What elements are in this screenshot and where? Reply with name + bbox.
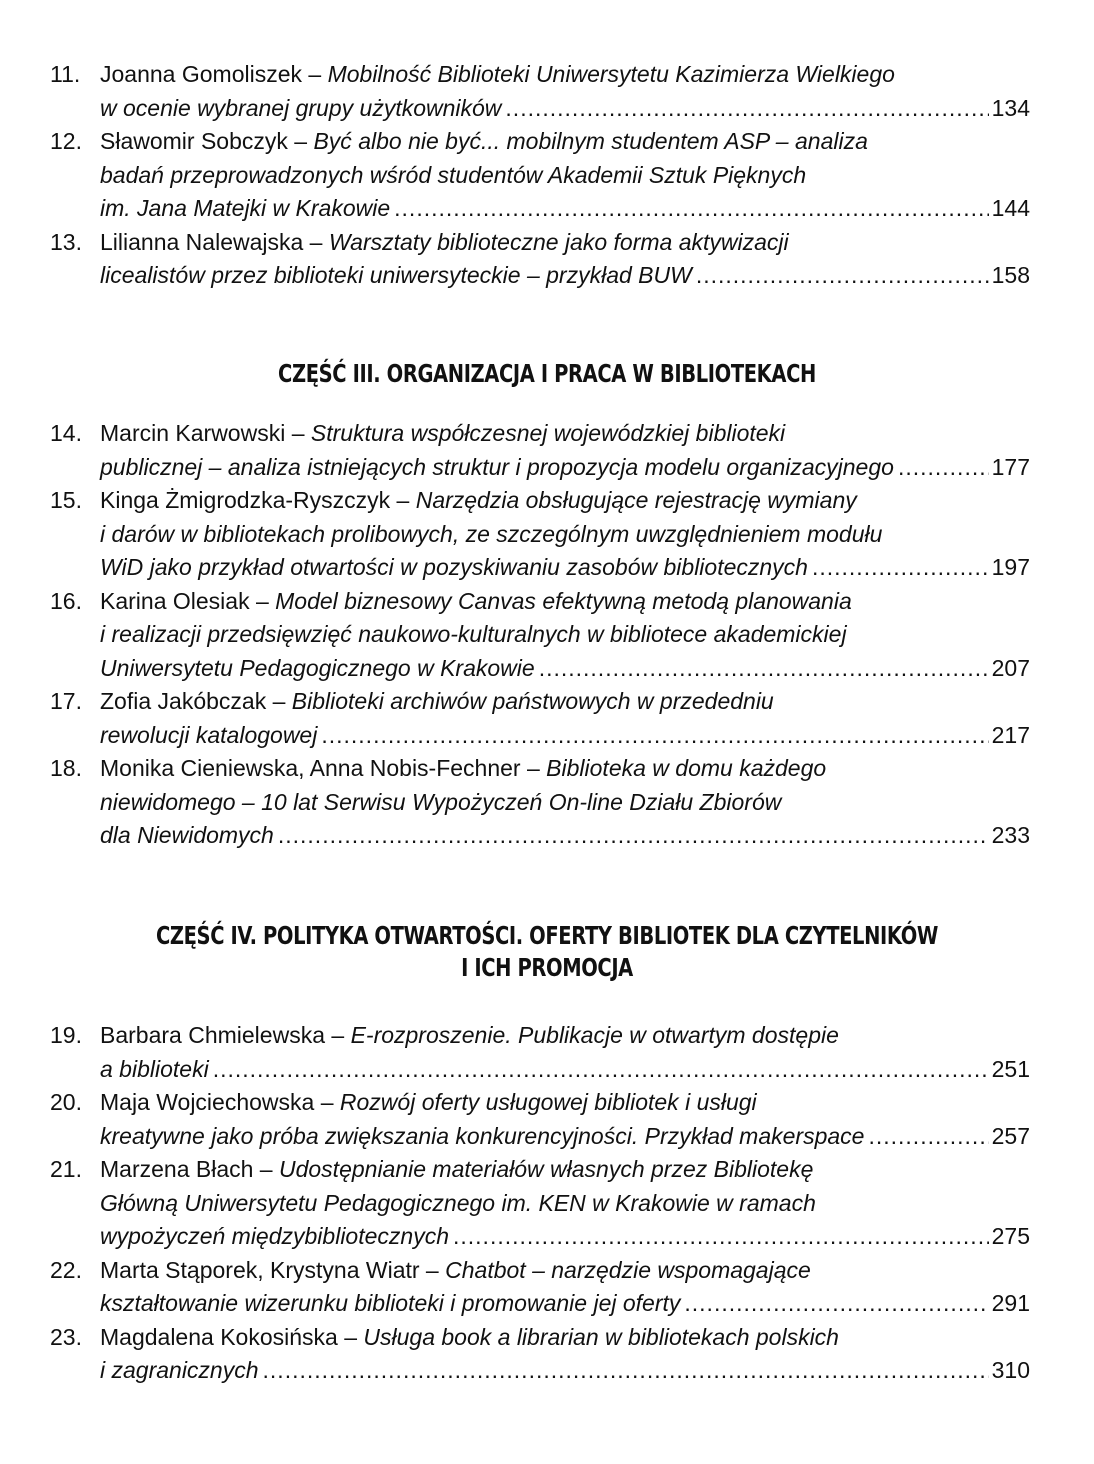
entry-number: 23. xyxy=(50,1323,82,1350)
entry-title-last-line: rewolucji katalogowej xyxy=(100,721,318,748)
page-number: 134 xyxy=(991,94,1030,121)
dot-leader xyxy=(321,719,988,753)
toc-entry-19 xyxy=(0,1019,1094,1086)
entry-title-line: Główną Uniwersytetu Pedagogicznego im. KEN w Krakowie w ramach xyxy=(100,1189,816,1216)
toc-entry-12 xyxy=(0,125,1094,226)
page-number: 158 xyxy=(991,262,1030,288)
toc-entry-18 xyxy=(0,752,1094,853)
dot-leader xyxy=(453,1220,989,1254)
toc-entry-13 xyxy=(0,226,1094,293)
entry-title-last-line: dla Niewidomych xyxy=(100,822,274,848)
toc-entry-14 xyxy=(0,417,1094,484)
entry-title-last-line: i zagranicznych xyxy=(100,1357,259,1383)
entry-author: Monika Cieniewska, Anna Nobis-Fechner – xyxy=(100,755,547,781)
entry-number: 14. xyxy=(50,420,82,446)
entry-title: Struktura współczesnej wojewódzkiej biblioteki xyxy=(310,420,786,446)
entry-title-line: badań przeprowadzonych wśród studentów Akademii Sztuk Pięknych xyxy=(100,161,807,188)
toc-entry-17 xyxy=(0,685,1094,752)
entry-title-last-line: kreatywne jako próba zwiększania konkurencyjności. Przykład makerspace xyxy=(100,1122,865,1149)
entry-title-last-line: WiD jako przykład otwartości w pozyskiwaniu zasobów bibliotecznych xyxy=(100,554,808,580)
dot-leader xyxy=(812,551,989,585)
entry-author: Magdalena Kokosińska – xyxy=(100,1323,364,1350)
toc-entry-16 xyxy=(0,585,1094,686)
section-heading-line: I ICH PROMOCJA xyxy=(461,953,633,982)
entry-title-last-line: w ocenie wybranej grupy użytkowników xyxy=(100,94,502,121)
dot-leader xyxy=(684,1287,988,1321)
toc-entry-20 xyxy=(0,1086,1094,1153)
entry-title-last-line: licealistów przez biblioteki uniwersyteckie – przykład BUW xyxy=(100,262,692,288)
entry-number: 19. xyxy=(50,1022,82,1048)
entry-number: 12. xyxy=(50,128,82,154)
entry-title: Mobilność Biblioteki Uniwersytetu Kazimierza Wielkiego xyxy=(327,61,895,87)
dot-leader xyxy=(539,652,989,686)
entry-author: Joanna Gomoliszek – xyxy=(100,61,328,87)
section-heading-part-3 xyxy=(120,358,973,390)
entry-title-last-line: publicznej – analiza istniejących struktur i propozycja modelu organizacyjnego xyxy=(100,453,894,480)
entry-author: Barbara Chmielewska – xyxy=(100,1022,351,1048)
page-number: 310 xyxy=(991,1357,1030,1383)
entry-number: 16. xyxy=(50,587,82,614)
entry-title-last-line: kształtowanie wizerunku biblioteki i promowanie jej oferty xyxy=(100,1290,681,1316)
entry-title: Biblioteka w domu każdego xyxy=(546,755,827,781)
entry-author: Marta Stąporek, Krystyna Wiatr – xyxy=(100,1256,446,1283)
entry-title-last-line: wypożyczeń międzybibliotecznych xyxy=(100,1223,449,1249)
entry-author: Kinga Żmigrodzka-Ryszczyk – xyxy=(100,487,416,513)
entry-title: Narzędzia obsługujące rejestrację wymiany xyxy=(415,487,857,513)
entry-author: Karina Olesiak – xyxy=(100,587,276,614)
entry-title-line: i darów w bibliotekach prolibowych, ze szczególnym uwzględnieniem modułu xyxy=(100,520,883,547)
toc-entry-22 xyxy=(0,1254,1094,1321)
entry-number: 11. xyxy=(50,61,81,87)
entry-number: 13. xyxy=(50,228,82,255)
dot-leader xyxy=(394,192,988,226)
dot-leader xyxy=(868,1120,988,1154)
entry-title: Model biznesowy Canvas efektywną metodą planowania xyxy=(275,587,852,614)
entry-number: 15. xyxy=(50,487,82,513)
entry-title: Chatbot – narzędzie wspomagające xyxy=(445,1256,811,1283)
page-number: 144 xyxy=(991,195,1030,221)
entry-author: Lilianna Nalewajska – xyxy=(100,228,329,255)
entry-number: 17. xyxy=(50,688,82,714)
entry-title-line: niewidomego – 10 lat Serwisu Wypożyczeń On-line Działu Zbiorów xyxy=(100,788,782,815)
page-number: 177 xyxy=(991,453,1030,480)
entry-title-last-line: Uniwersytetu Pedagogicznego w Krakowie xyxy=(100,654,535,681)
entry-title: Usługa book a librarian w bibliotekach polskich xyxy=(363,1323,839,1350)
page-number: 233 xyxy=(991,822,1030,848)
toc-section-continued xyxy=(0,58,1094,293)
dot-leader xyxy=(696,259,989,293)
section-heading-line: CZĘŚĆ III. ORGANIZACJA I PRACA W BIBLIOTEKACH xyxy=(278,359,816,388)
entry-title: Warsztaty biblioteczne jako forma aktywizacji xyxy=(328,228,789,255)
entry-title: Udostępnianie materiałów własnych przez Bibliotekę xyxy=(278,1156,814,1182)
entry-number: 22. xyxy=(50,1256,82,1283)
dot-leader xyxy=(213,1053,989,1087)
page-number: 207 xyxy=(991,654,1030,681)
page-number: 275 xyxy=(991,1223,1030,1249)
page-number: 197 xyxy=(991,554,1030,580)
entry-title: Być albo nie być... mobilnym studentem ASP – analiza xyxy=(313,128,868,154)
dot-leader xyxy=(263,1354,989,1388)
entry-number: 21. xyxy=(50,1156,82,1182)
toc-section-part-3 xyxy=(0,417,1094,853)
entry-title: Biblioteki archiwów państwowych w przededniu xyxy=(291,688,774,714)
entry-title-last-line: im. Jana Matejki w Krakowie xyxy=(100,195,391,221)
entry-number: 20. xyxy=(50,1089,82,1115)
section-heading-part-4 xyxy=(120,920,973,984)
entry-number: 18. xyxy=(50,755,82,781)
entry-title: Rozwój oferty usługowej bibliotek i usługi xyxy=(339,1089,757,1115)
entry-author: Maja Wojciechowska – xyxy=(100,1089,340,1115)
entry-author: Zofia Jakóbczak – xyxy=(100,688,292,714)
toc-entry-15 xyxy=(0,484,1094,585)
page-number: 217 xyxy=(991,721,1030,748)
entry-title: E-rozproszenie. Publikacje w otwartym dostępie xyxy=(350,1022,839,1048)
toc-section-part-4 xyxy=(0,1019,1094,1388)
entry-title-line: i realizacji przedsięwzięć naukowo-kulturalnych w bibliotece akademickiej xyxy=(100,621,847,647)
dot-leader xyxy=(898,451,989,485)
entry-author: Marzena Błach – xyxy=(100,1156,279,1182)
section-heading-line: CZĘŚĆ IV. POLITYKA OTWARTOŚCI. OFERTY BIBLIOTEK DLA CZYTELNIKÓW xyxy=(155,921,939,950)
toc-entry-11 xyxy=(0,58,1094,125)
page-number: 291 xyxy=(991,1290,1030,1316)
dot-leader xyxy=(278,819,989,853)
entry-author: Sławomir Sobczyk – xyxy=(100,128,314,154)
entry-author: Marcin Karwowski – xyxy=(100,420,311,446)
toc-entry-21 xyxy=(0,1153,1094,1254)
toc-entry-23 xyxy=(0,1321,1094,1388)
dot-leader xyxy=(505,92,988,126)
page-number: 257 xyxy=(991,1122,1030,1149)
entry-title-last-line: a biblioteki xyxy=(100,1055,209,1082)
page-number: 251 xyxy=(991,1055,1030,1082)
